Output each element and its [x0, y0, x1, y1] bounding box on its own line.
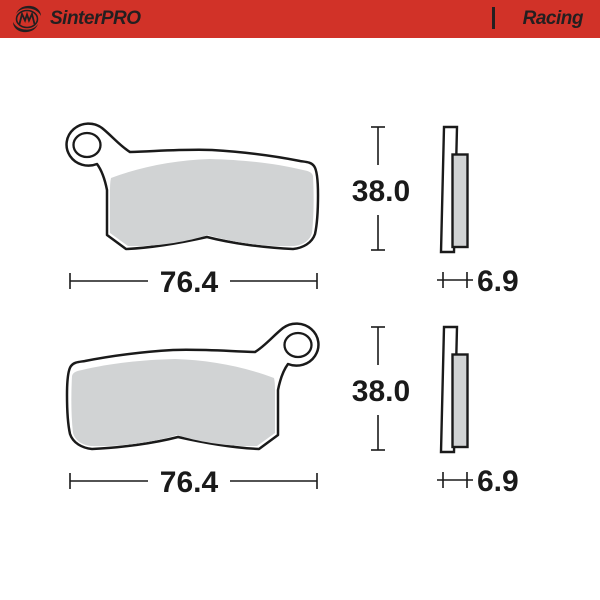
thickness-dimension-top [437, 265, 519, 298]
pad-front-view-bottom [67, 324, 318, 449]
thickness-dimension-label: 6.9 [477, 265, 519, 298]
width-dimension-label: 76.4 [159, 266, 219, 299]
pad-side-view-bottom [441, 327, 468, 452]
height-dimension-top [352, 127, 410, 250]
thickness-dimension-bottom [437, 465, 519, 498]
pad-side-view-top [441, 127, 468, 252]
height-dimension-label: 38.0 [351, 375, 411, 408]
thickness-dimension-label: 6.9 [477, 465, 519, 498]
height-dimension-bottom [352, 327, 410, 450]
width-dimension-bottom [70, 466, 317, 499]
pad-front-view-top [67, 124, 318, 249]
width-dimension-top [70, 266, 317, 299]
brand-title: SinterPRO [50, 8, 141, 29]
height-dimension-label: 38.0 [351, 175, 411, 208]
series-title: Racing [522, 8, 583, 29]
width-dimension-label: 76.4 [159, 466, 219, 499]
